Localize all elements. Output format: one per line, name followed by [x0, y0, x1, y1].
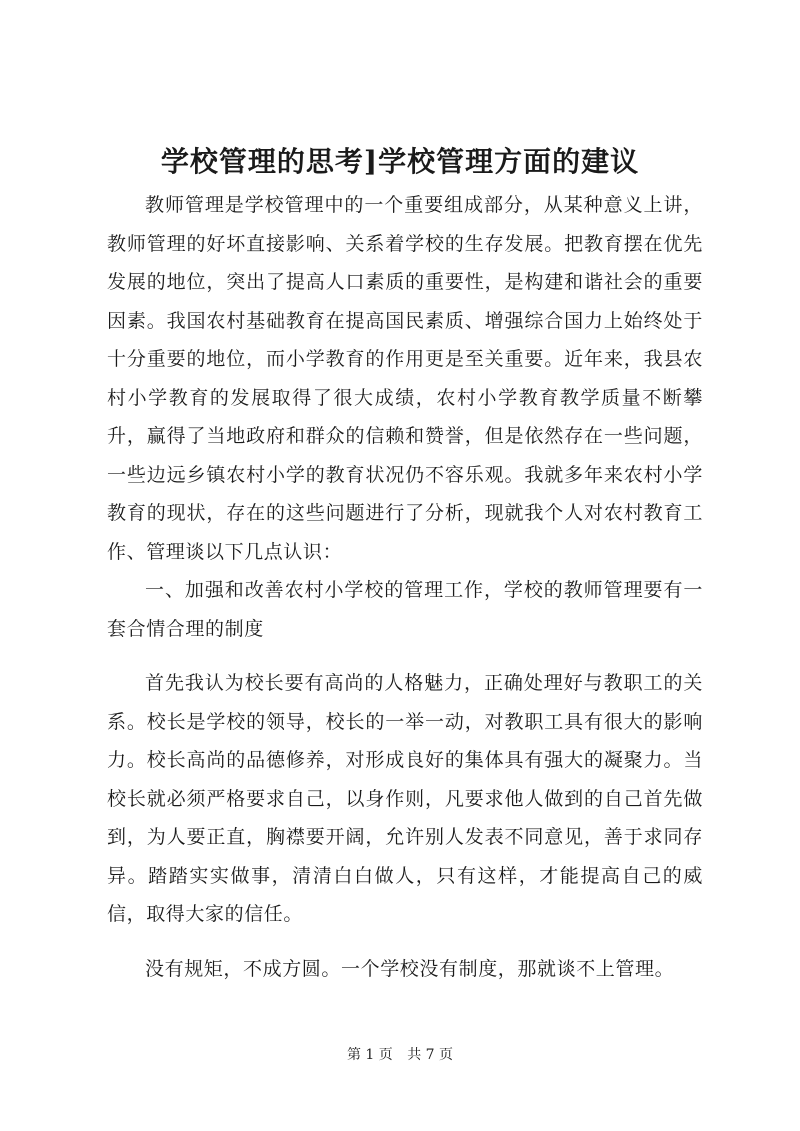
page-total: 共 7 页: [407, 1047, 454, 1063]
document-body: [107, 186, 703, 988]
paragraph-rules: 没有规矩，不成方圆。一个学校没有制度，那就谈不上管理。: [145, 957, 675, 980]
paragraph-section-heading: 一、加强和改善农村小学校的管理工作，学校的教师管理要有一套合情合理的制度: [107, 579, 703, 640]
page-footer: [0, 1045, 800, 1065]
paragraph-principal: 首先我认为校长要有高尚的人格魅力，正确处理好与教职工的关系。校长是学校的领导，校长的一举一动，对教职工具有很大的影响力。校长高尚的品德修养，对形成良好的集体具有强大的凝聚力。当校长就必须严格要求自己，以身作则，凡要求他人做到的自己首先做到，为人要正直，胸襟要开阔，允许别人发表不同意见，善于求同存异。踏踏实实做事，清清白白做人，只有这样，才能提高自己的威信，取得大家的信任。: [107, 672, 703, 925]
document-title: 学校管理的思考]学校管理方面的建议: [160, 145, 640, 178]
paragraph-intro: 教师管理是学校管理中的一个重要组成部分，从某种意义上讲，教师管理的好坏直接影响、关系着学校的生存发展。把教育摆在优先发展的地位，突出了提高人口素质的重要性，是构建和谐社会的重要因素。我国农村基础教育在提高国民素质、增强综合国力上始终处于十分重要的地位，而小学教育的作用更是至关重要。近年来，我县农村小学教育的发展取得了很大成绩，农村小学教育教学质量不断攀升，赢得了当地政府和群众的信赖和赞誉，但是依然存在一些问题，一些边远乡镇农村小学的教育状况仍不容乐观。我就多年来农村小学教育的现状，存在的这些问题进行了分析，现就我个人对农村教育工作、管理谈以下几点认识：: [107, 194, 703, 563]
page-number: 第 1 页: [346, 1047, 393, 1063]
